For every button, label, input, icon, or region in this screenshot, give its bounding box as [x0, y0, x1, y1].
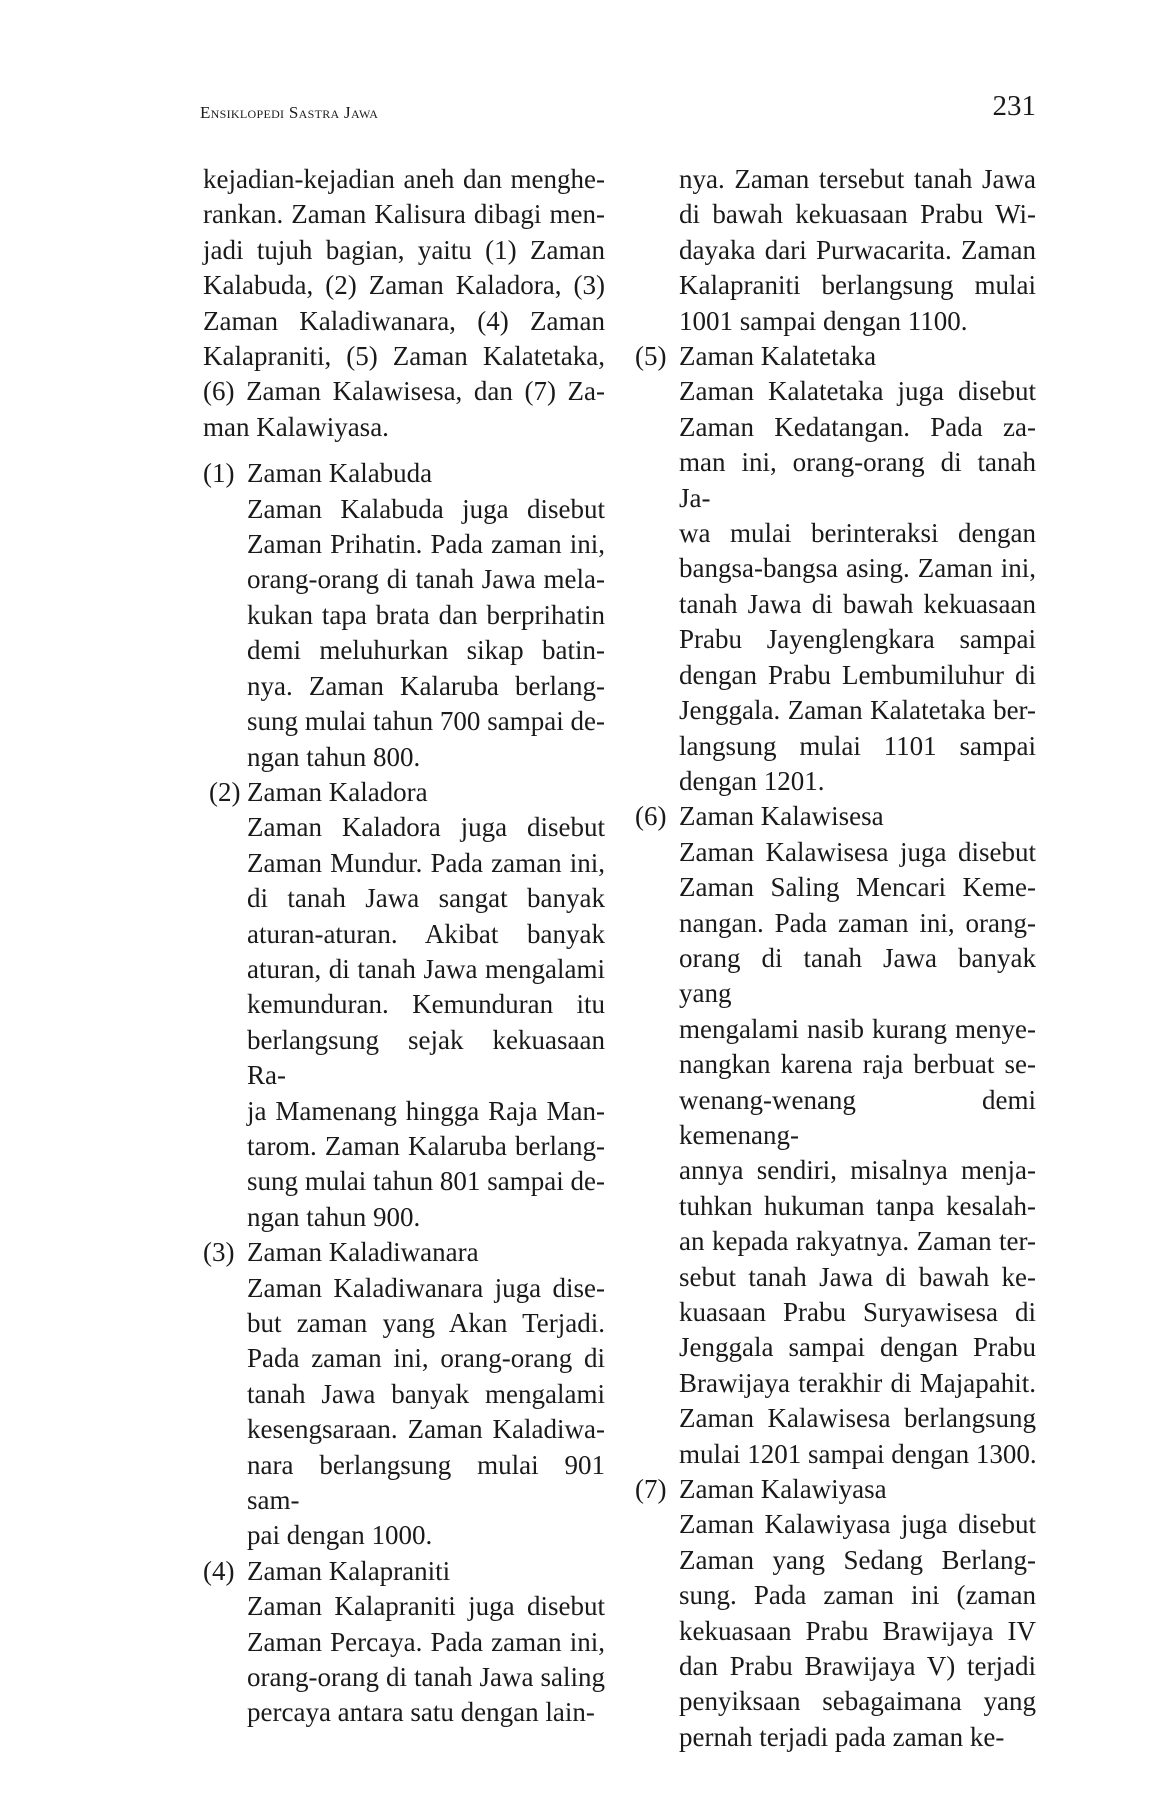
item-body-line: sung mulai tahun 801 sampai de- — [247, 1166, 605, 1197]
item-body-line: kekuasaan Prabu Brawijaya IV — [679, 1615, 1036, 1646]
item-body-line: nya. Zaman Kalaruba berlang- — [247, 670, 605, 701]
item-body-line: demi meluhurkan sikap batin- — [247, 635, 605, 666]
item-heading — [203, 456, 605, 491]
paragraph-line: dayaka dari Purwacarita. Zaman — [679, 234, 1036, 265]
item-body-line: kukan tapa brata dan berprihatin — [247, 599, 605, 630]
item-body-line: aturan, di tanah Jawa mengalami — [247, 953, 605, 984]
paragraph-line: di bawah kekuasaan Prabu Wi- — [679, 199, 1036, 230]
paragraph-line: jadi tujuh bagian, yaitu (1) Zaman — [203, 234, 605, 265]
item-body-line: wa mulai berinteraksi dengan — [679, 518, 1036, 549]
paragraph-line: Kalabuda, (2) Zaman Kaladora, (3) — [203, 270, 605, 301]
item-body-line: tanah Jawa di bawah kekuasaan — [679, 588, 1036, 619]
item-heading — [635, 339, 1036, 374]
item-body-line: sung mulai tahun 700 sampai de- — [247, 706, 605, 737]
item-body-line: Prabu Jayenglengkara sampai — [679, 624, 1036, 655]
paragraph-line: rankan. Zaman Kalisura dibagi men- — [203, 199, 605, 230]
item-body-line: ja Mamenang hingga Raja Man- — [247, 1095, 605, 1126]
item-title: Zaman Kalabuda — [247, 458, 433, 489]
item-body-line: Zaman Prihatin. Pada zaman ini, — [247, 529, 605, 560]
item-body-line: Zaman Mundur. Pada zaman ini, — [247, 847, 605, 878]
item-body-line: penyiksaan sebagaimana yang — [679, 1686, 1036, 1717]
paragraph-line: nya. Zaman tersebut tanah Jawa — [679, 164, 1036, 194]
item-body-line: kemunduran. Kemunduran itu — [247, 989, 605, 1020]
item-body-line: Jenggala sampai dengan Prabu — [679, 1332, 1036, 1363]
item-body-line: tarom. Zaman Kalaruba berlang- — [247, 1130, 605, 1161]
item-body-line: sebut tanah Jawa di bawah ke- — [679, 1261, 1036, 1292]
item-body-line: dengan Prabu Lembumiluhur di — [679, 659, 1036, 690]
item-body-line: wenang-wenang demi kemenang- — [679, 1084, 1036, 1150]
item-body-line: mengalami nasib kurang menye- — [679, 1013, 1036, 1044]
page-number: 231 — [992, 90, 1036, 122]
item-title: Zaman Kaladiwanara — [247, 1237, 479, 1268]
item-number: (6) — [635, 801, 667, 832]
item-heading — [203, 1554, 605, 1589]
item-body-line: Zaman Kedatangan. Pada za- — [679, 411, 1036, 442]
item-title: Zaman Kalapraniti — [247, 1555, 451, 1586]
item-body-line: Zaman Kalabuda juga disebut — [247, 493, 605, 524]
item-body-line: Jenggala. Zaman Kalatetaka ber- — [679, 695, 1036, 726]
item-number: (5) — [635, 341, 667, 372]
item-number: (2) — [209, 776, 241, 807]
item-body-line: dengan 1201. — [679, 765, 825, 796]
item-body-line: orang-orang di tanah Jawa saling — [247, 1662, 605, 1693]
item-body-line: Brawijaya terakhir di Majapahit. — [679, 1367, 1036, 1398]
item-body-line: but zaman yang Akan Terjadi. — [247, 1308, 605, 1338]
item-body-line: di tanah Jawa sangat banyak — [247, 883, 605, 914]
item-body-line: nangkan karena raja berbuat se- — [679, 1049, 1036, 1080]
right-column — [635, 162, 1036, 1755]
item-body-line: Zaman yang Sedang Berlang- — [679, 1544, 1036, 1575]
paragraph-line: 1001 sampai dengan 1100. — [679, 305, 968, 336]
item-body-line: man ini, orang-orang di tanah Ja- — [679, 447, 1036, 513]
item-body-line: tanah Jawa banyak mengalami — [247, 1378, 605, 1409]
item-body-line: Zaman Kalawisesa berlangsung — [679, 1403, 1036, 1434]
item-body-line: ngan tahun 800. — [247, 741, 421, 772]
paragraph-line: (6) Zaman Kalawisesa, dan (7) Za- — [203, 376, 605, 407]
item-body-line: dan Prabu Brawijaya V) terjadi — [679, 1651, 1036, 1682]
item-title: Zaman Kalawiyasa — [679, 1474, 887, 1505]
item-number: (3) — [203, 1237, 235, 1268]
item-body-line: pai dengan 1000. — [247, 1520, 433, 1551]
item-body-line: nara berlangsung mulai 901 sam- — [247, 1449, 605, 1516]
item-body-line: ngan tahun 900. — [247, 1201, 421, 1232]
item-body-line: orang-orang di tanah Jawa mela- — [247, 564, 605, 595]
item-body-line: langsung mulai 1101 sampai — [679, 730, 1036, 761]
item-body-line: percaya antara satu dengan lain- — [247, 1697, 595, 1728]
item-number: (4) — [203, 1555, 235, 1586]
paragraph-line: man Kalawiyasa. — [203, 411, 389, 442]
item-body-line: pernah terjadi pada zaman ke- — [679, 1721, 1005, 1752]
paragraph-line: Kalapraniti berlangsung mulai — [679, 270, 1036, 301]
paragraph-gap — [203, 445, 605, 456]
left-column — [203, 162, 605, 1731]
item-heading — [203, 1235, 605, 1270]
item-body-line: Zaman Kalatetaka juga disebut — [679, 376, 1036, 407]
item-body-line: aturan-aturan. Akibat banyak — [247, 918, 605, 949]
item-number: (7) — [635, 1474, 667, 1505]
item-body-line: Zaman Saling Mencari Keme- — [679, 872, 1036, 903]
item-body-line: Zaman Kalapraniti juga disebut — [247, 1591, 605, 1622]
item-title: Zaman Kaladora — [247, 776, 428, 807]
item-body-line: kuasaan Prabu Suryawisesa di — [679, 1297, 1036, 1327]
item-body-line: mulai 1201 sampai dengan 1300. — [679, 1438, 1037, 1469]
item-body-line: orang di tanah Jawa banyak yang — [679, 942, 1036, 1009]
paragraph-line: Kalapraniti, (5) Zaman Kalatetaka, — [203, 341, 605, 372]
item-body-line: Zaman Kalawisesa juga disebut — [679, 836, 1036, 867]
item-body-line: Zaman Kalawiyasa juga disebut — [679, 1509, 1036, 1540]
item-body-line: Zaman Kaladiwanara juga dise- — [247, 1272, 605, 1303]
item-body-line: tuhkan hukuman tanpa kesalah- — [679, 1190, 1036, 1221]
item-body-line: Zaman Percaya. Pada zaman ini, — [247, 1626, 605, 1657]
paragraph-line: kejadian-kejadian aneh dan menghe- — [203, 164, 605, 194]
item-number: (1) — [203, 458, 235, 489]
item-body-line: Pada zaman ini, orang-orang di — [247, 1343, 605, 1374]
item-title: Zaman Kalawisesa — [679, 801, 884, 832]
item-heading — [203, 775, 605, 810]
item-body-line: an kepada rakyatnya. Zaman ter- — [679, 1226, 1036, 1257]
item-body-line: sung. Pada zaman ini (zaman — [679, 1580, 1036, 1611]
item-body-line: kesengsaraan. Zaman Kaladiwa- — [247, 1414, 605, 1445]
item-heading — [635, 799, 1036, 834]
item-body-line: berlangsung sejak kekuasaan Ra- — [247, 1024, 605, 1091]
paragraph-line: Zaman Kaladiwanara, (4) Zaman — [203, 305, 605, 336]
item-body-line: Zaman Kaladora juga disebut — [247, 812, 605, 843]
item-heading — [635, 1472, 1036, 1507]
running-header: Ensiklopedi Sastra Jawa — [200, 103, 379, 122]
item-body-line: nangan. Pada zaman ini, orang- — [679, 907, 1036, 938]
item-body-line: bangsa-bangsa asing. Zaman ini, — [679, 553, 1036, 584]
item-title: Zaman Kalatetaka — [679, 341, 877, 372]
item-body-line: annya sendiri, misalnya menja- — [679, 1155, 1036, 1186]
